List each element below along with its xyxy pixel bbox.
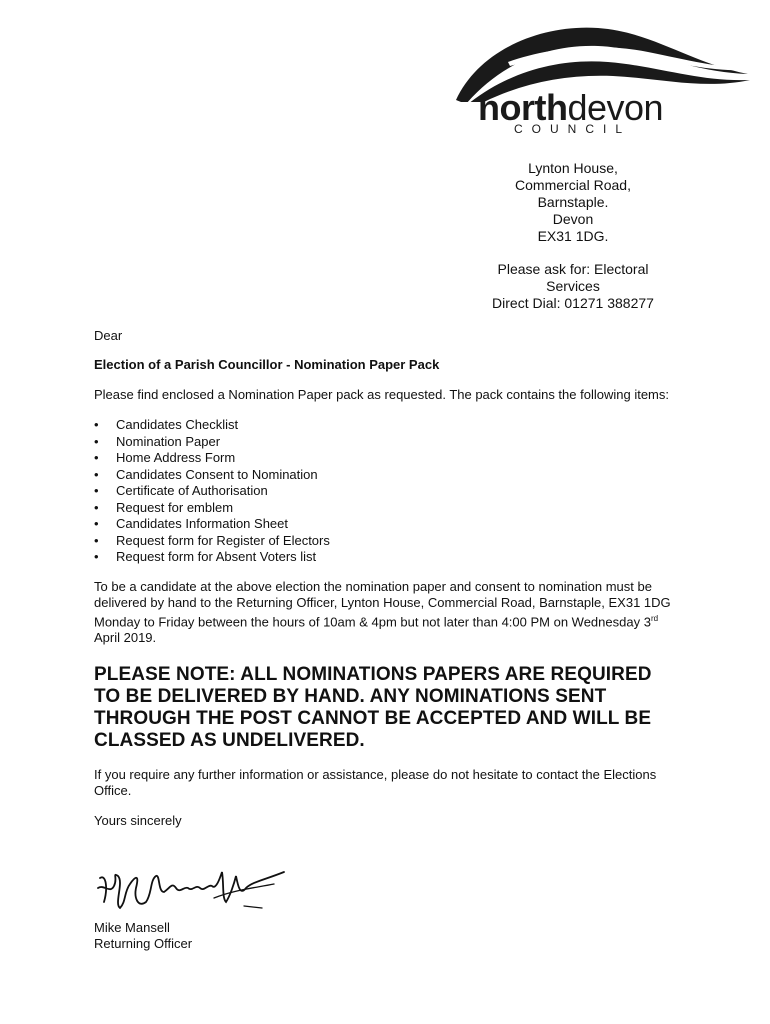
- salutation: Dear: [94, 328, 123, 343]
- bullet-icon: •: [94, 466, 99, 482]
- bullet-icon: •: [94, 516, 99, 531]
- list-item-label: Request form for Absent Voters list: [116, 549, 317, 564]
- list-item: [94, 483, 674, 500]
- letter-body: [94, 328, 674, 829]
- address-line: Devon: [552, 211, 594, 227]
- list-item: [94, 467, 674, 484]
- list-item: [94, 417, 674, 434]
- list-item-label: Candidates Consent to Nomination: [116, 466, 318, 482]
- list-item-label: Home Address Form: [116, 450, 236, 465]
- list-item-label: Candidates Checklist: [116, 417, 239, 432]
- logo-wordmark-devon: devon: [567, 87, 664, 128]
- bullet-icon: •: [94, 433, 99, 449]
- hand-delivery-notice: PLEASE NOTE: ALL NOMINATIONS PAPERS ARE REQUIRED TO BE DELIVERED BY HAND. ANY NOMINATIONS SENT THROUGH THE POST CANNOT BE ACCEPTED AND WILL BE CLASSED AS UNDELIVERED.: [94, 663, 652, 751]
- direct-dial: Direct Dial: 01271 388277: [492, 295, 654, 311]
- letter-heading: Election of a Parish Councillor - Nomination Paper Pack: [94, 357, 440, 372]
- list-item: [94, 434, 674, 451]
- list-item-label: Candidates Information Sheet: [116, 516, 288, 531]
- deadline-text-end: April 2019.: [94, 629, 157, 645]
- signatory-title: Returning Officer: [94, 936, 193, 951]
- list-item: [94, 533, 674, 550]
- signatory-name: Mike Mansell: [94, 920, 170, 935]
- list-item: [94, 549, 674, 566]
- ask-for-line: Services: [546, 278, 600, 294]
- handwritten-signature: [94, 858, 294, 923]
- intro-paragraph: Please find enclosed a Nomination Paper pack as requested. The pack contains the following items:: [94, 387, 669, 402]
- north-devon-council-logo: [448, 22, 754, 140]
- address-line: EX31 1DG.: [537, 228, 609, 244]
- bullet-icon: •: [94, 417, 99, 432]
- bullet-icon: •: [94, 532, 99, 548]
- address-line: Barnstaple.: [537, 194, 609, 210]
- contact-block: [470, 261, 676, 312]
- list-item: [94, 500, 674, 517]
- further-info-paragraph: If you require any further information or assistance, please do not hesitate to contact the Elections Office.: [94, 766, 657, 798]
- logo-subtitle: COUNCIL: [514, 122, 632, 136]
- list-item: [94, 516, 674, 533]
- logo-wordmark-north: north: [478, 87, 568, 128]
- bullet-icon: •: [94, 549, 99, 564]
- address-line: Commercial Road,: [515, 177, 631, 193]
- logo-wordmark: [478, 87, 664, 128]
- bullet-icon: •: [94, 499, 99, 515]
- list-item-label: Nomination Paper: [116, 433, 221, 449]
- deadline-paragraph: [94, 579, 674, 646]
- deadline-text: To be a candidate at the above election the nomination paper and consent to nomination must be delivered by hand to the Returning Officer, Lynton House, Commercial Road, Barnstaple, EX31 1DG Monday to Friday between the hours of 10am & 4pm but not later than 4:00 PM on Wednesday 3: [94, 578, 671, 629]
- list-item: [94, 450, 674, 467]
- list-item-label: Request form for Register of Electors: [116, 532, 330, 548]
- list-item-label: Request for emblem: [116, 499, 234, 515]
- deadline-ordinal: rd: [650, 613, 659, 623]
- signatory-block: [94, 920, 192, 952]
- closing: Yours sincerely: [94, 812, 182, 828]
- list-item-label: Certificate of Authorisation: [116, 483, 268, 498]
- address-line: Lynton House,: [528, 160, 618, 176]
- bullet-icon: •: [94, 483, 99, 498]
- address-block: [470, 160, 676, 245]
- bullet-icon: •: [94, 450, 99, 465]
- ask-for-line: Please ask for: Electoral: [497, 261, 649, 277]
- enclosed-items-list: [94, 417, 674, 566]
